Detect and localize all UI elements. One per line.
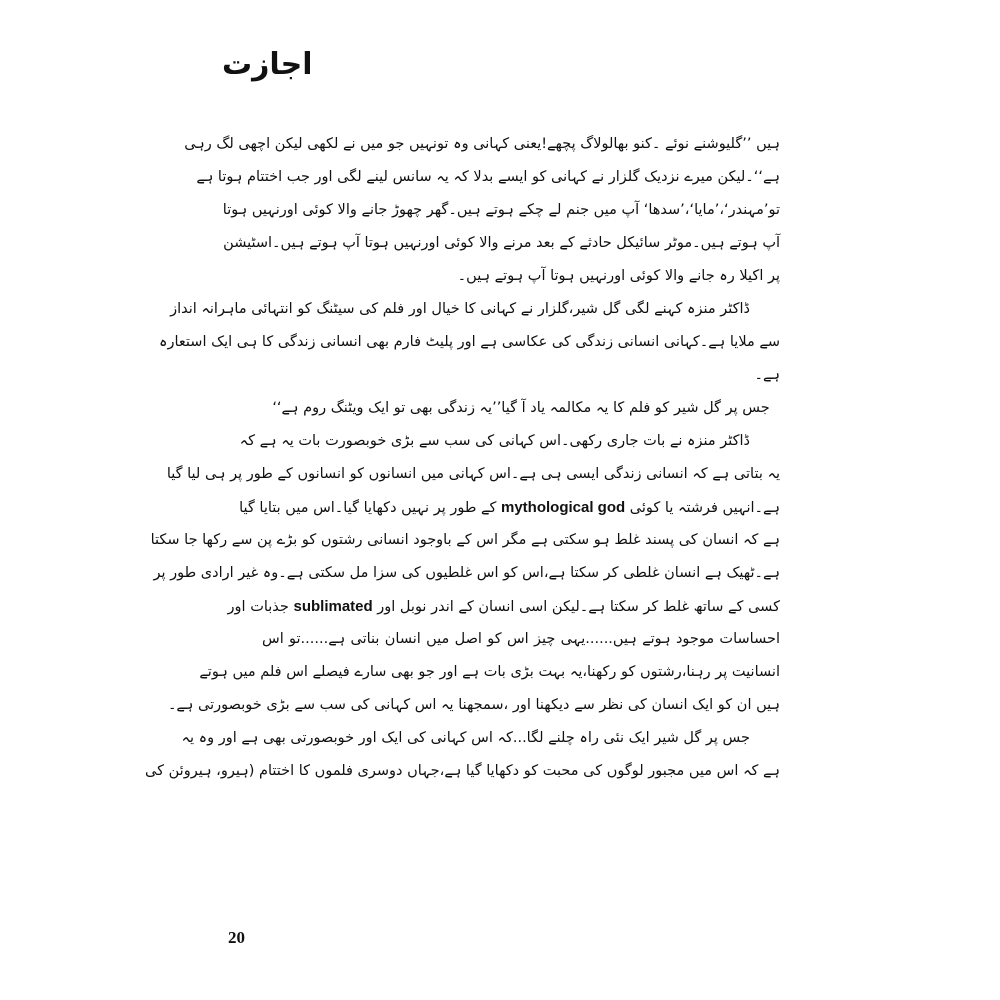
text-line: سے ملایا ہے۔کہانی انسانی زندگی کی عکاسی ہے اور پلیٹ فارم بھی انسانی زندگی کا ہی ایک استعارہ — [159, 334, 780, 350]
text-line: یہ بتاتی ہے کہ انسانی زندگی ایسی ہی ہے۔اس کہانی میں انسانوں کو انسانوں کے طور پر ہی لیا گیا — [166, 466, 780, 482]
text-line: ڈاکٹر منزہ نے بات جاری رکھی۔اس کہانی کی سب سے بڑی خوبصورت بات یہ ہے کہ — [239, 433, 750, 449]
text-line — [239, 491, 780, 524]
text-line: احساسات موجود ہوتے ہیں......یہی چیز اس کو اصل میں انسان بناتی ہے......تو اس — [262, 631, 780, 647]
text-line: ہیں ’’گلیوشنے نوئے ۔کنو بھالولاگ پچھے!یعنی کہانی وہ تونہیں جو میں نے لکھی لیکن اچھی لگ رہی — [184, 136, 780, 152]
text-line: ہیں ان کو ایک انسان کی نظر سے دیکھنا اور ،سمجھنا یہ اس کہانی کی سب سے بڑی خوبصورتی ہے۔ — [167, 697, 780, 713]
text-line: جس پر گل شیر کو فلم کا یہ مکالمہ یاد آ گیا’’یہ زندگی بھی تو ایک ویٹنگ روم ہے‘‘ — [272, 400, 770, 416]
text-line: ہے۔ — [754, 367, 780, 383]
text-line: ہے‘‘۔لیکن میرے نزدیک گلزار نے کہانی کو ایسے بدلا کہ یہ سانس لینے لگی اور جب اختتام ہوتا ہے — [196, 169, 780, 185]
text-line: جس پر گل شیر ایک نئی راہ چلنے لگا...کہ اس کہانی کی ایک اور خوبصورتی بھی ہے اور وہ یہ — [181, 730, 750, 746]
english-term: mythological god — [501, 499, 626, 516]
text-line: ہے کہ انسان کی پسند غلط ہو سکتی ہے مگر اس کے باوجود انسانی رشتوں کو بڑے پن سے رکھا جا سکتا — [150, 532, 780, 548]
running-header-title: اجازت — [222, 47, 313, 82]
text-line: انسانیت پر رہنا،رشتوں کو رکھنا،یہ بہت بڑی بات ہے اور جو بھی سارے فیصلے اس فلم میں ہوتے — [199, 664, 780, 680]
page-number: 20 — [228, 928, 245, 947]
text-line: تو’مہندر‘،’مایا‘،’سدھا‘ آپ میں جنم لے چکے ہوتے ہیں۔گھر چھوڑ جانے والا کوئی اورنہیں ہوتا — [222, 202, 780, 218]
body-text — [145, 128, 780, 788]
line-segment: ہے۔انہیں فرشتہ یا کوئی — [629, 500, 780, 516]
text-line: پر اکیلا رہ جانے والا کوئی اورنہیں ہوتا آپ ہوتے ہیں۔ — [457, 268, 780, 284]
english-term: sublimated — [293, 598, 373, 615]
line-segment: کے طور پر نہیں دکھایا گیا۔اس میں بتایا گیا — [239, 500, 497, 516]
text-line: ہے کہ اس میں مجبور لوگوں کی محبت کو دکھایا گیا ہے،جہاں دوسری فلموں کا اختتام (ہیرو، ہیروئن کی — [145, 763, 780, 779]
text-line: ڈاکٹر منزہ کہنے لگی گل شیر،گلزار نے کہانی کا خیال اور فلم کی سیٹنگ کو انتہائی ماہرانہ انداز — [170, 301, 750, 317]
line-segment: کسی کے ساتھ غلط کر سکتا ہے۔لیکن اسی انسان کے اندر نوبل اور — [377, 599, 780, 615]
line-segment: جذبات اور — [227, 599, 289, 615]
text-line — [227, 590, 780, 623]
text-line: آپ ہوتے ہیں۔موٹر سائیکل حادثے کے بعد مرنے والا کوئی اورنہیں ہوتا آپ ہوتے ہیں۔اسٹیشن — [223, 235, 780, 251]
text-line: ہے۔ٹھیک ہے انسان غلطی کر سکتا ہے،اس کو اس غلطیوں کی سزا مل سکتی ہے۔وہ غیر ارادی طور پر — [153, 565, 780, 581]
